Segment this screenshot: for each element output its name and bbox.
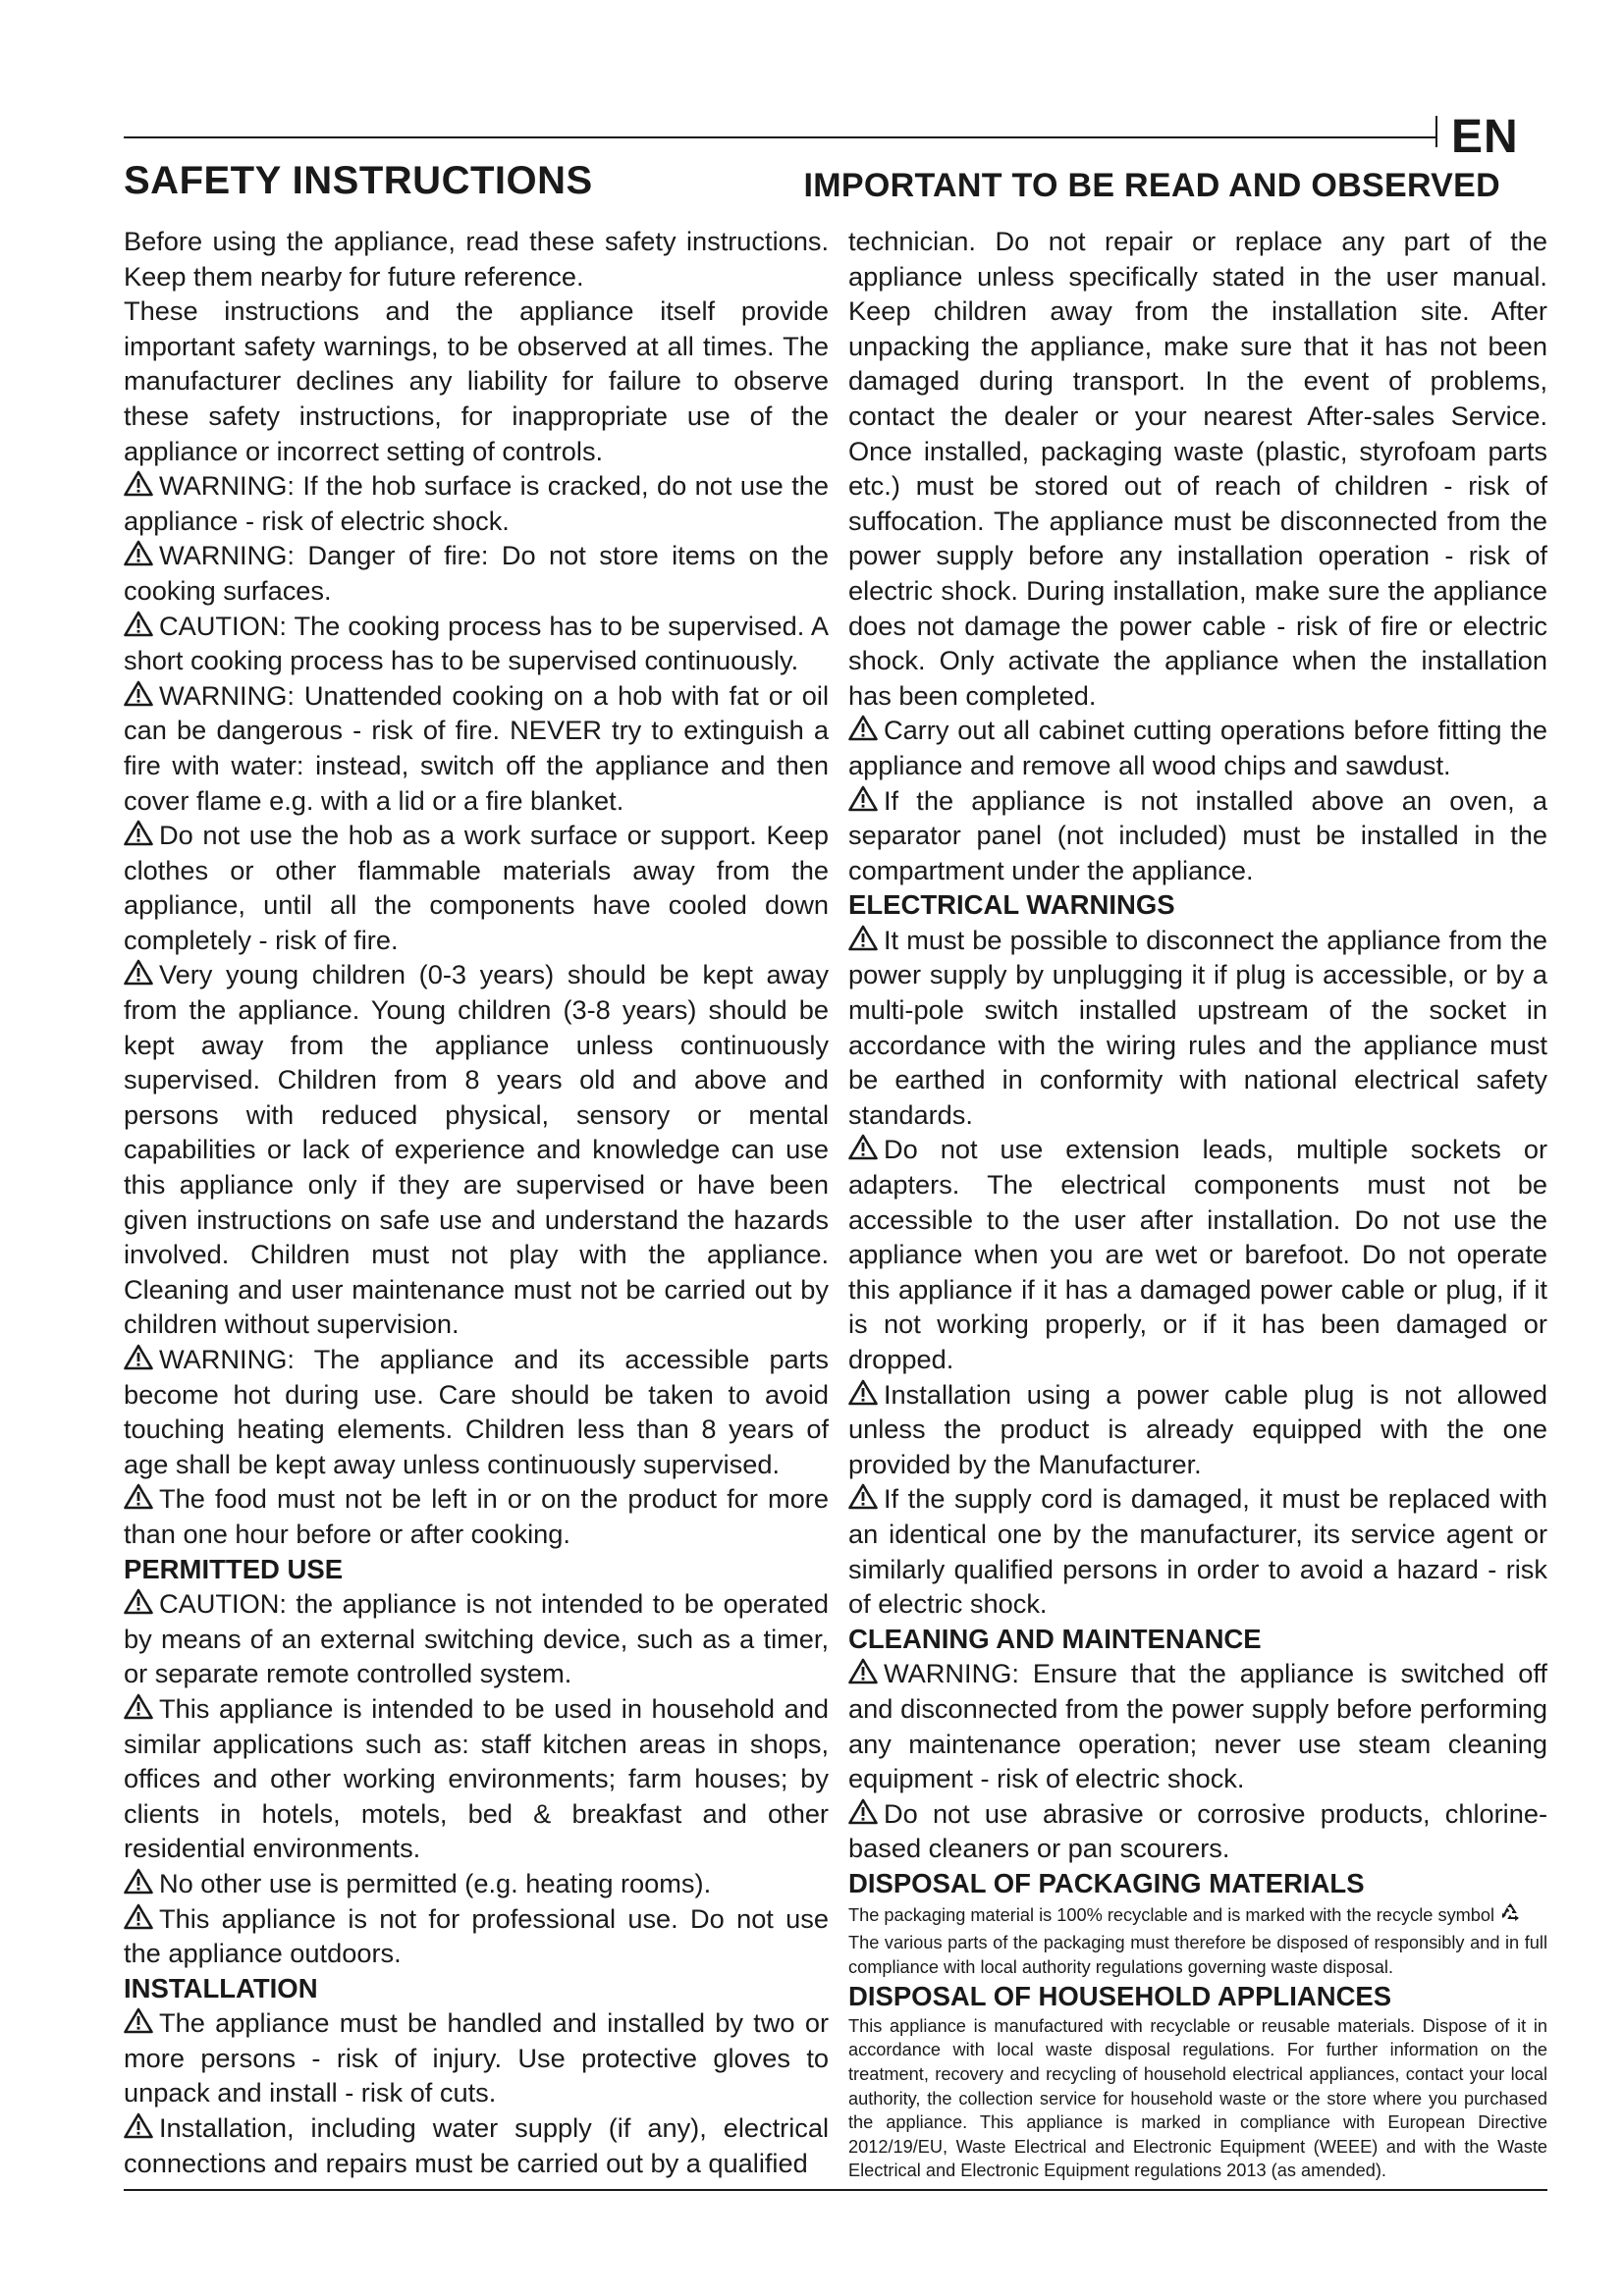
warning-item: The appliance must be handled and installed by two or more persons - risk of injury. Use protective gloves to unpack and install - risk of cuts. xyxy=(124,2007,829,2109)
warning-triangle-icon xyxy=(848,925,878,951)
intro-paragraph: These instructions and the appliance itself provide important safety warnings, to be observed at all times. The manufacturer declines any liability for failure to observe these safety instructions, for inappropriate use of the appliance or incorrect setting of controls. xyxy=(124,295,829,466)
warning-triangle-icon xyxy=(124,1693,153,1720)
right-column xyxy=(848,224,1547,2183)
warning-item: WARNING: Danger of fire: Do not store items on the cooking surfaces. xyxy=(124,540,829,606)
left-column xyxy=(124,224,829,2180)
warning-item: The food must not be left in or on the product for more than one hour before or after cooking. xyxy=(124,1483,829,1549)
warning-item: This appliance is not for professional use. Do not use the appliance outdoors. xyxy=(124,1902,829,1969)
warning-triangle-icon xyxy=(124,540,153,566)
warning-triangle-icon xyxy=(124,611,153,637)
bottom-rule xyxy=(124,2189,1547,2191)
warning-item: Very young children (0-3 years) should be kept away from the appliance. Young children (3-8 years) should be kept away from the appliance unless continuously supervised. Children from 8 years old and above and persons with reduced physical, sensory or mental capabilities or lack of experience and knowledge can use this appliance only if they are supervised or have been given instructions on safe use and understand the hazards involved. Children must not play with the appliance. Cleaning and user maintenance must not be carried out by children without supervision. xyxy=(124,959,829,1340)
top-tick-divider xyxy=(1435,116,1437,147)
warning-triangle-icon xyxy=(124,1903,153,1930)
page-title: SAFETY INSTRUCTIONS xyxy=(124,159,593,202)
section-heading-permitted-use: PERMITTED USE xyxy=(124,1553,344,1584)
warning-triangle-icon xyxy=(124,680,153,707)
warning-item: WARNING: Unattended cooking on a hob with fat or oil can be dangerous - risk of fire. NEVER try to extinguish a fire with water: instead, switch off the appliance and then cover flame e.g. with a lid or a fire blanket. xyxy=(124,679,829,816)
top-rule xyxy=(124,136,1437,138)
warning-triangle-icon xyxy=(124,1483,153,1510)
warning-triangle-icon xyxy=(124,1588,153,1615)
recycle-icon xyxy=(1498,1901,1522,1932)
page-subtitle: IMPORTANT TO BE READ AND OBSERVED xyxy=(803,167,1500,204)
warning-triangle-icon xyxy=(848,785,878,812)
warning-triangle-icon xyxy=(124,959,153,986)
warning-triangle-icon xyxy=(124,1868,153,1895)
warning-triangle-icon xyxy=(848,1379,878,1406)
warning-triangle-icon xyxy=(124,820,153,846)
section-heading-cleaning: CLEANING AND MAINTENANCE xyxy=(848,1623,1262,1654)
warning-item: WARNING: If the hob surface is cracked, do not use the appliance - risk of electric shock. xyxy=(124,470,829,536)
continued-paragraph: technician. Do not repair or replace any part of the appliance unless specifically stated in the user manual. Keep children away from the installation site. After unpacking the appliance, make sure that it has not been damaged during transport. In the event of problems, contact the dealer or your nearest After-sales Service. Once installed, packaging waste (plastic, styrofoam parts etc.) must be stored out of reach of children - risk of suffocation. The appliance must be disconnected from the power supply before any installation operation - risk of electric shock. During installation, make sure the appliance does not damage the power cable - risk of fire or electric shock. Only activate the appliance when the installation has been completed. xyxy=(848,226,1547,711)
warning-item: Do not use abrasive or corrosive products, chlorine-based cleaners or pan scourers. xyxy=(848,1797,1547,1864)
warning-item: No other use is permitted (e.g. heating rooms). xyxy=(124,1866,829,1901)
warning-triangle-icon xyxy=(848,1658,878,1684)
packaging-paragraph: The packaging material is 100% recyclable and is marked with the recycle symbol xyxy=(848,1901,1547,1932)
warning-triangle-icon xyxy=(848,1134,878,1160)
warning-item: CAUTION: the appliance is not intended to be operated by means of an external switching device, such as a timer, or separate remote controlled system. xyxy=(124,1588,829,1689)
warning-item: If the supply cord is damaged, it must be replaced with an identical one by the manufacturer, its service agent or similarly qualified persons in order to avoid a hazard - risk of electric shock. xyxy=(848,1483,1547,1620)
warning-item: This appliance is intended to be used in household and similar applications such as: staff kitchen areas in shops, offices and other working environments; farm houses; by clients in hotels, motels, bed & breakfast and other residential environments. xyxy=(124,1692,829,1864)
section-heading-packaging: DISPOSAL OF PACKAGING MATERIALS xyxy=(848,1867,1365,1898)
packaging-paragraph: The various parts of the packaging must therefore be disposed of responsibly and in full compliance with local authority regulations governing waste disposal. xyxy=(848,1933,1547,1977)
warning-triangle-icon xyxy=(848,715,878,741)
warning-item: Installation using a power cable plug is not allowed unless the product is already equipped with the one provided by the Manufacturer. xyxy=(848,1378,1547,1479)
warning-item: WARNING: Ensure that the appliance is switched off and disconnected from the power supply before performing any maintenance operation; never use steam cleaning equipment - risk of electric shock. xyxy=(848,1658,1547,1794)
warning-item: Do not use extension leads, multiple sockets or adapters. The electrical components must not be accessible to the user after installation. Do not use the appliance when you are wet or barefoot. Do not operate this appliance if it has a damaged power cable or plug, if it is not working properly, or if it has been damaged or dropped. xyxy=(848,1134,1547,1374)
section-heading-electrical: ELECTRICAL WARNINGS xyxy=(848,889,1175,921)
language-code: EN xyxy=(1451,111,1519,163)
warning-item: Do not use the hob as a work surface or support. Keep clothes or other flammable materials away from the appliance, until all the components have cooled down completely - risk of fire. xyxy=(124,820,829,955)
warning-triangle-icon xyxy=(848,1483,878,1510)
warning-triangle-icon xyxy=(124,1344,153,1370)
household-paragraph: This appliance is manufactured with recyclable or reusable materials. Dispose of it in accordance with local waste disposal regulations. For further information on the treatment, recovery and recycling of household electrical appliances, contact your local authority, the collection service for household waste or the store where you purchased the appliance. This appliance is marked in compliance with European Directive 2012/19/EU, Waste Electrical and Electronic Equipment (WEEE) and with the Waste Electrical and Electronic Equipment regulations 2013 (as amended). xyxy=(848,2015,1547,2181)
warning-item: CAUTION: The cooking process has to be supervised. A short cooking process has to be supervised continuously. xyxy=(124,610,829,676)
warning-triangle-icon xyxy=(124,2112,153,2139)
warning-item: Installation, including water supply (if any), electrical connections and repairs must be carried out by a qualified xyxy=(124,2112,829,2178)
section-heading-household: DISPOSAL OF HOUSEHOLD APPLIANCES xyxy=(848,1981,1392,2012)
warning-item: It must be possible to disconnect the appliance from the power supply by unplugging it if plug is accessible, or by a multi-pole switch installed upstream of the socket in accordance with the wiring rules and the appliance must be earthed in conformity with national electrical safety standards. xyxy=(848,924,1547,1130)
warning-triangle-icon xyxy=(848,1798,878,1825)
warning-item: WARNING: The appliance and its accessible parts become hot during use. Care should be taken to avoid touching heating elements. Children less than 8 years of age shall be kept away unless continuously supervised. xyxy=(124,1344,829,1479)
section-heading-installation: INSTALLATION xyxy=(124,1972,318,2003)
intro-paragraph: Before using the appliance, read these safety instructions. Keep them nearby for future reference. xyxy=(124,226,829,292)
warning-item: Carry out all cabinet cutting operations before fitting the appliance and remove all wood chips and sawdust. xyxy=(848,715,1547,780)
warning-triangle-icon xyxy=(124,470,153,497)
warning-item: If the appliance is not installed above an oven, a separator panel (not included) must be installed in the compartment under the appliance. xyxy=(848,784,1547,885)
warning-triangle-icon xyxy=(124,2007,153,2034)
